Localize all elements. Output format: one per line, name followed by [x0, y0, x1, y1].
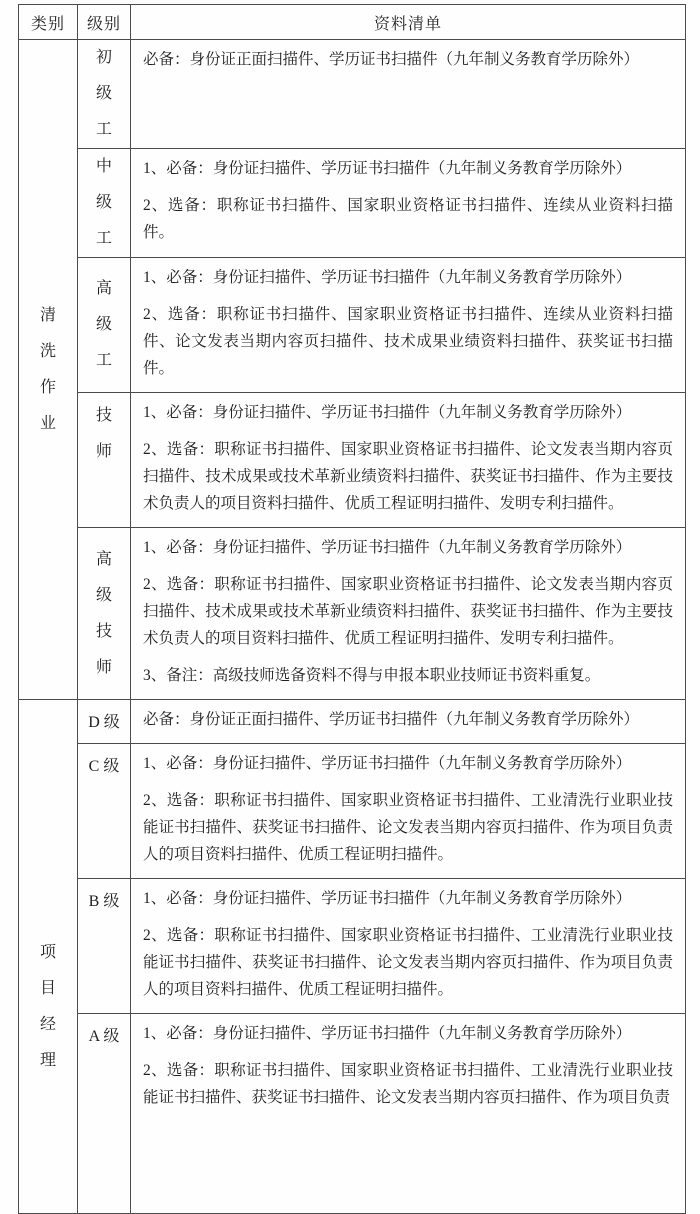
level-char: 初 — [95, 49, 112, 66]
table-row — [19, 528, 686, 700]
category-char: 经 — [39, 1015, 56, 1033]
materials-paragraph: 1、必备：身份证扫描件、学历证书扫描件（九年制义务教育学历除外） — [143, 404, 632, 421]
level-char: 中 — [95, 158, 112, 175]
materials-cell — [131, 879, 686, 1014]
category-char: 理 — [39, 1051, 56, 1069]
level-cell — [78, 1014, 131, 1214]
level-char: 工 — [95, 230, 112, 247]
category-char: 项 — [39, 943, 56, 961]
level-label — [78, 398, 130, 470]
level-cell — [78, 393, 131, 528]
header-row — [19, 5, 686, 40]
materials-paragraph: 1、必备：身份证扫描件、学历证书扫描件（九年制义务教育学历除外） — [143, 755, 632, 772]
level-char: 工 — [95, 121, 112, 138]
materials-cell — [131, 700, 686, 744]
level-cell — [78, 879, 131, 1014]
level-cell — [78, 528, 131, 700]
materials-paragraph: 2、选备：职称证书扫描件、国家职业资格证书扫描件、工业清洗行业职业技能证书扫描件、获奖证书扫描件、论文发表当期内容页扫描件、作为项目负责 — [143, 1062, 673, 1106]
table-row — [19, 149, 686, 258]
level-label: C 级 — [88, 758, 120, 775]
materials-cell — [131, 393, 686, 528]
materials-cell — [131, 149, 686, 258]
table-row — [19, 393, 686, 528]
table-row — [19, 40, 686, 149]
materials-paragraph: 1、必备：身份证扫描件、学历证书扫描件（九年制义务教育学历除外） — [143, 160, 632, 177]
level-char: 工 — [95, 352, 112, 369]
category-label — [19, 935, 77, 1079]
materials-paragraph: 1、必备：身份证扫描件、学历证书扫描件（九年制义务教育学历除外） — [143, 269, 632, 286]
materials-paragraph: 2、选备：职称证书扫描件、国家职业资格证书扫描件、论文发表当期内容页扫描件、技术成果或技术革新业绩资料扫描件、获奖证书扫描件、作为主要技术负责人的项目资料扫描件、优质工程证明扫描件、发明专利扫描件。 — [143, 441, 673, 512]
materials-cell — [131, 744, 686, 879]
level-char: 高 — [95, 280, 112, 297]
materials-paragraph: 必备：身份证正面扫描件、学历证书扫描件（九年制义务教育学历除外） — [143, 51, 640, 68]
materials-paragraph: 2、选备：职称证书扫描件、国家职业资格证书扫描件、连续从业资料扫描件、论文发表当期内容页扫描件、技术成果业绩资料扫描件、获奖证书扫描件。 — [143, 306, 673, 377]
materials-paragraph: 3、备注：高级技师选备资料不得与申报本职业技师证书资料重复。 — [143, 667, 601, 684]
materials-paragraph: 2、选备：职称证书扫描件、国家职业资格证书扫描件、工业清洗行业职业技能证书扫描件、获奖证书扫描件、论文发表当期内容页扫描件、作为项目负责人的项目资料扫描件、优质工程证明扫描件。 — [143, 792, 673, 863]
materials-cell — [131, 40, 686, 149]
document-page — [0, 4, 700, 1106]
level-label: A 级 — [88, 1028, 120, 1045]
level-label — [78, 271, 130, 379]
level-cell — [78, 149, 131, 258]
level-char: 高 — [95, 550, 112, 568]
materials-paragraph: 1、必备：身份证扫描件、学历证书扫描件（九年制义务教育学历除外） — [143, 539, 632, 556]
category-char: 目 — [39, 979, 56, 997]
category-char: 作 — [39, 378, 56, 396]
level-char: 技 — [95, 622, 112, 640]
level-cell — [78, 744, 131, 879]
level-char: 技 — [95, 407, 112, 424]
level-char: 师 — [95, 443, 112, 460]
level-label: D 级 — [88, 714, 120, 731]
header-materials: 资料清单 — [131, 5, 686, 40]
header-level: 级别 — [78, 5, 131, 40]
level-char: 级 — [95, 85, 112, 102]
materials-paragraph: 2、选备：职称证书扫描件、国家职业资格证书扫描件、工业清洗行业职业技能证书扫描件、获奖证书扫描件、论文发表当期内容页扫描件、作为项目负责人的项目资料扫描件、优质工程证明扫描件。 — [143, 927, 673, 998]
category-char: 业 — [39, 414, 56, 432]
table-row — [19, 1014, 686, 1214]
level-cell — [78, 258, 131, 393]
materials-cell — [131, 258, 686, 393]
materials-table — [18, 4, 686, 1214]
header-category: 类别 — [19, 5, 78, 40]
table-row — [19, 879, 686, 1014]
level-label: B 级 — [88, 893, 120, 910]
level-label — [78, 149, 130, 257]
category-label — [19, 298, 77, 442]
materials-cell — [131, 528, 686, 700]
materials-paragraph: 2、选备：职称证书扫描件、国家职业资格证书扫描件、连续从业资料扫描件。 — [143, 197, 673, 241]
materials-paragraph: 1、必备：身份证扫描件、学历证书扫描件（九年制义务教育学历除外） — [143, 1025, 632, 1042]
table-row — [19, 744, 686, 879]
materials-paragraph: 必备：身份证正面扫描件、学历证书扫描件（九年制义务教育学历除外） — [143, 711, 640, 728]
materials-cell — [131, 1014, 686, 1214]
table-row — [19, 258, 686, 393]
table-row — [19, 700, 686, 744]
materials-paragraph: 1、必备：身份证扫描件、学历证书扫描件（九年制义务教育学历除外） — [143, 890, 632, 907]
level-cell — [78, 700, 131, 744]
level-label — [78, 542, 130, 686]
materials-paragraph: 2、选备：职称证书扫描件、国家职业资格证书扫描件、论文发表当期内容页扫描件、技术成果或技术革新业绩资料扫描件、获奖证书扫描件、作为主要技术负责人的项目资料扫描件、优质工程证明扫描件、发明专利扫描件。 — [143, 576, 673, 647]
level-char: 级 — [95, 586, 112, 604]
level-char: 级 — [95, 316, 112, 333]
category-cell — [19, 700, 78, 1214]
category-cell — [19, 40, 78, 700]
category-char: 清 — [39, 306, 56, 324]
level-char: 级 — [95, 194, 112, 211]
level-char: 师 — [95, 658, 112, 676]
level-cell — [78, 40, 131, 149]
category-char: 洗 — [39, 342, 56, 360]
level-label — [78, 40, 130, 148]
